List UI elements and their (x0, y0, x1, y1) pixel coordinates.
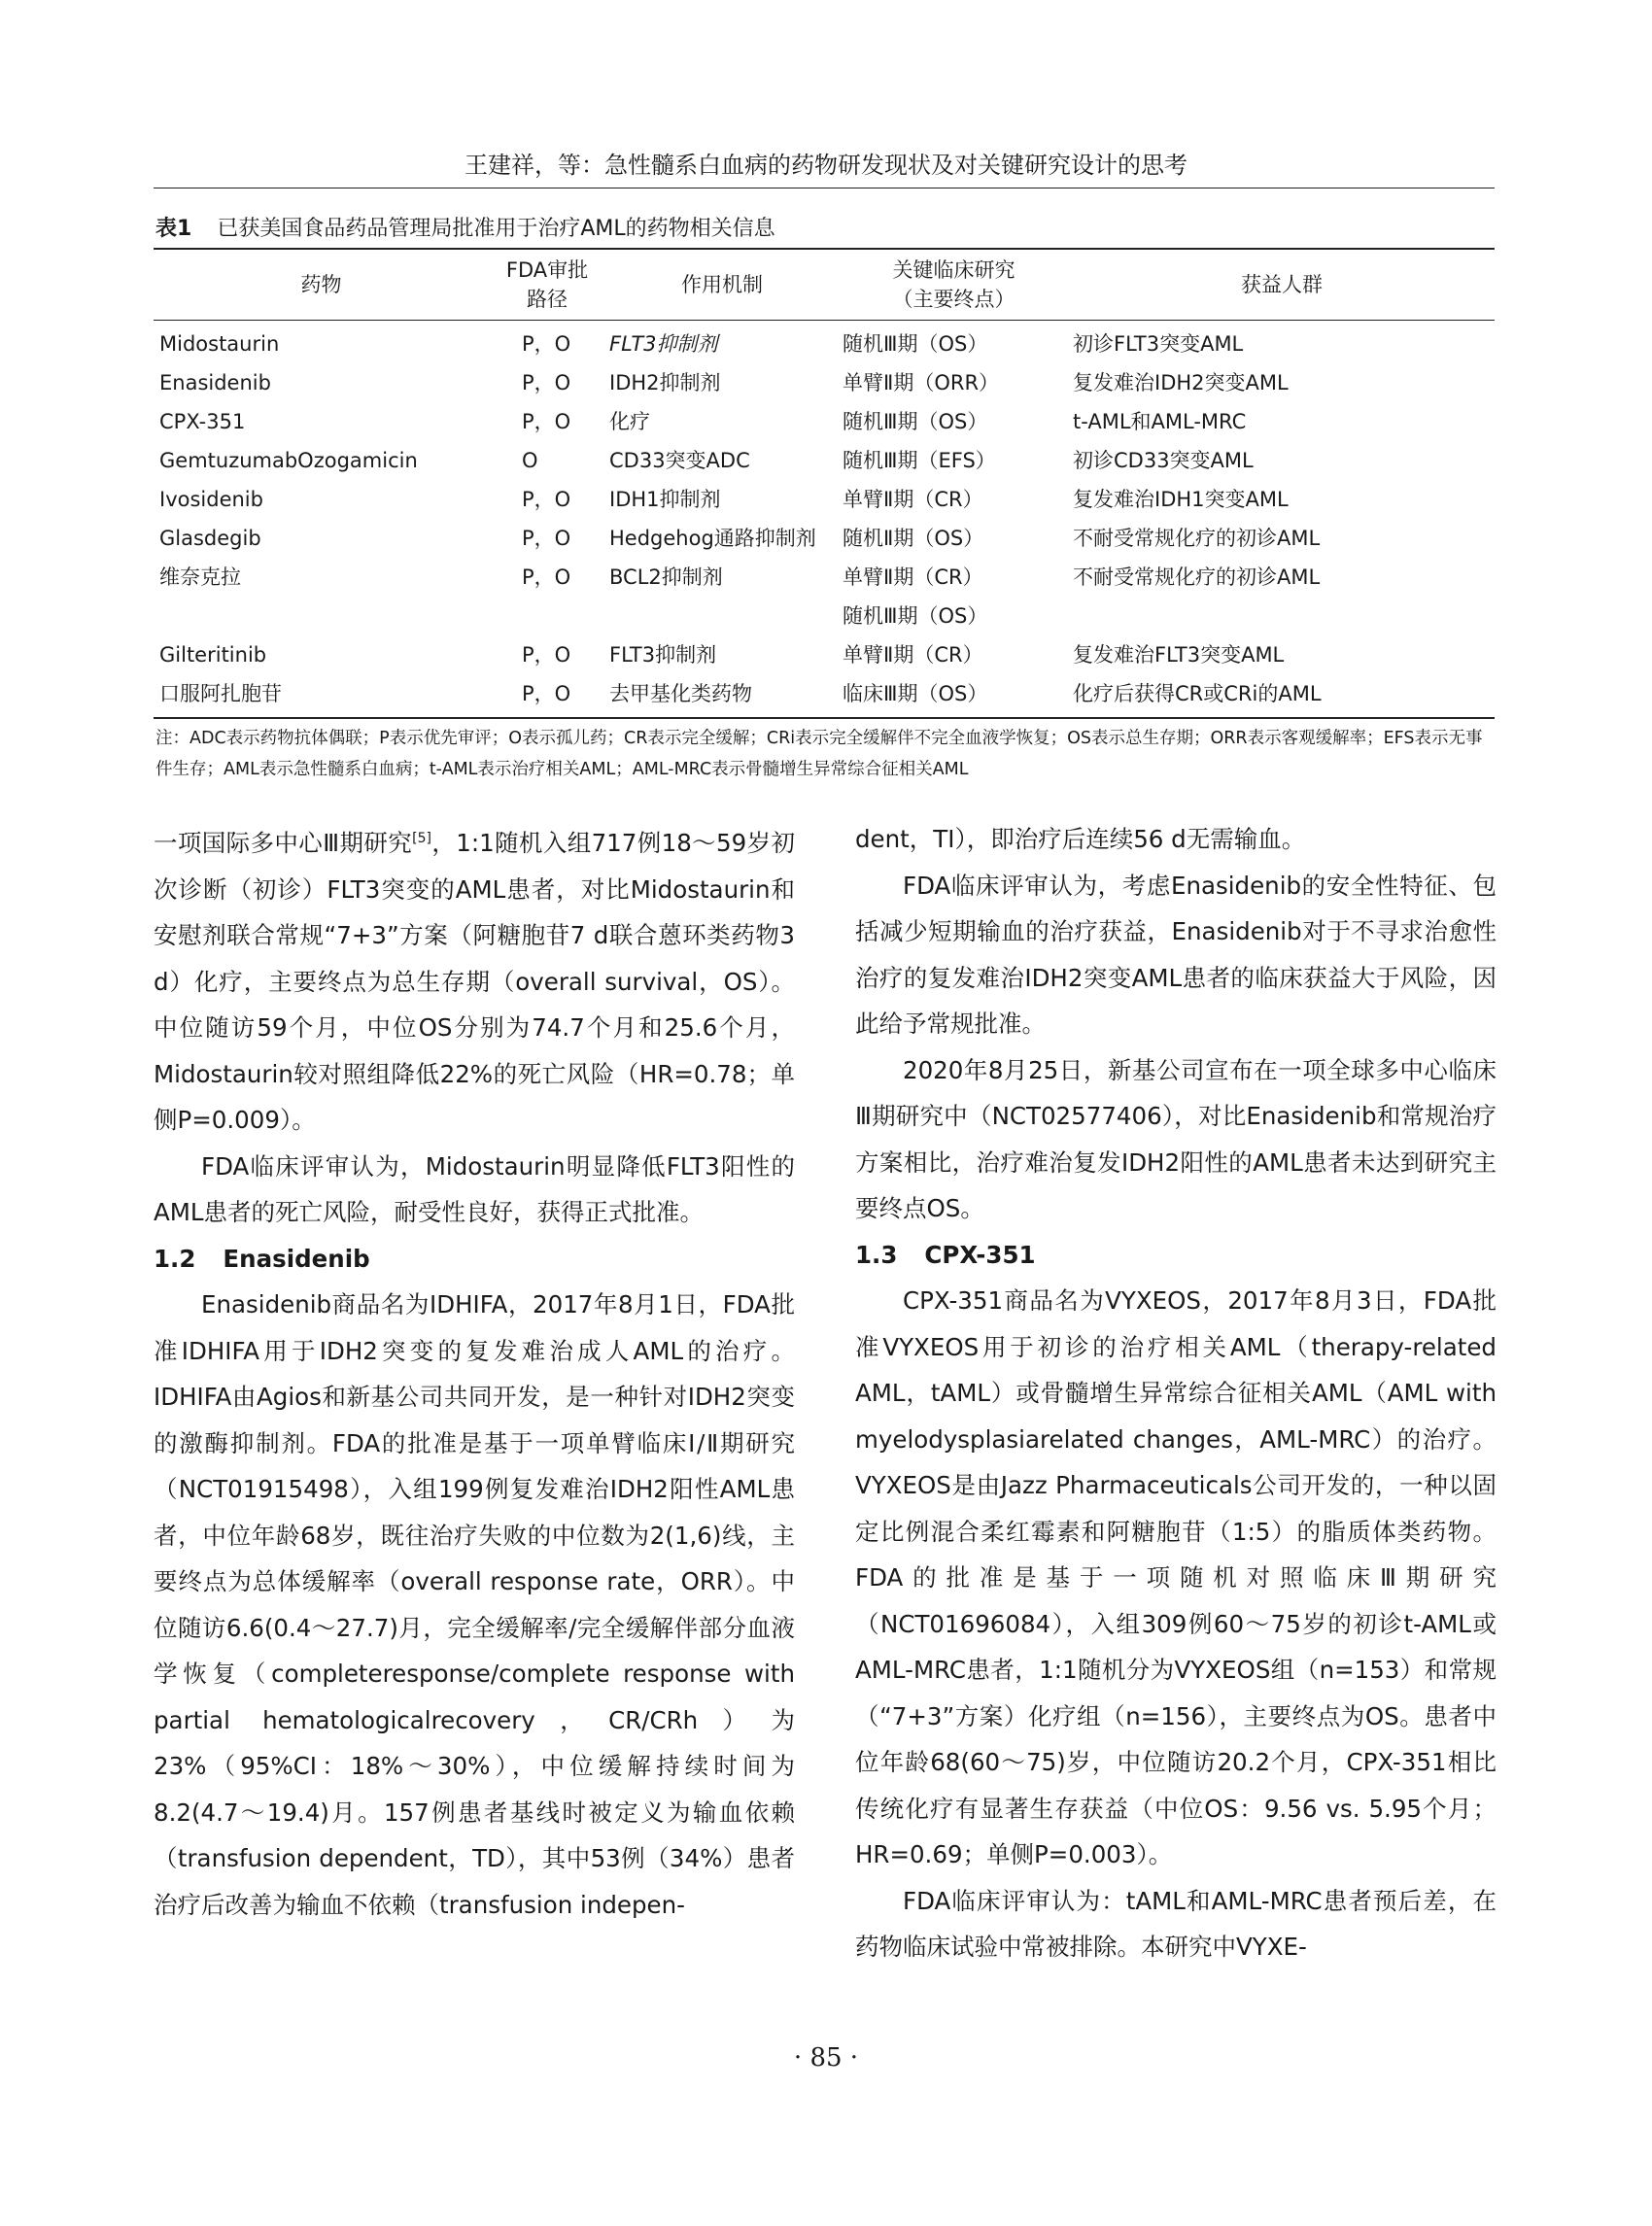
cell-benefit: 复发难治IDH2突变AML (1073, 371, 1289, 394)
cell-benefit: 化疗后获得CR或CRi的AML (1069, 674, 1495, 718)
running-header: 王建祥，等：急性髓系白血病的药物研发现状及对关键研究设计的思考 (465, 152, 1187, 179)
cell-benefit: 复发难治FLT3突变AML (1073, 643, 1285, 667)
cell-path: P，O (522, 565, 571, 589)
paragraph: FDA临床评审认为：tAML和AML-MRC患者预后差，在药物临床试验中常被排除。本研究中VYXE- (855, 1886, 1497, 1961)
cell-mechanism: 化疗 (609, 410, 650, 433)
cell-path: P，O (489, 674, 605, 718)
table-row (154, 363, 1495, 402)
cell-study: 随机Ⅲ期（EFS） (843, 449, 996, 472)
section-heading: 1.2 Enasidenib (154, 1244, 370, 1273)
cell-study: 随机Ⅲ期（OS） (843, 410, 988, 433)
cell-path: O (522, 449, 538, 472)
col-header-benefit: 获益人群 (1069, 249, 1495, 321)
cell-mechanism: Hedgehog通路抑制剂 (609, 527, 816, 550)
cell-mechanism: FLT3抑制剂 (609, 643, 717, 667)
cell-benefit: 复发难治IDH1突变AML (1073, 488, 1289, 511)
cell-drug: Ivosidenib (159, 488, 263, 511)
cell-drug: Gilteritinib (159, 643, 267, 667)
cell-path: P，O (522, 488, 571, 511)
table-row (154, 519, 1495, 558)
cell-drug: 口服阿扎胞苷 (154, 674, 489, 718)
col-header-mechanism: 作用机制 (605, 249, 839, 321)
cell-study-line: 单臂Ⅱ期（CR） (843, 565, 983, 589)
cell-mechanism: IDH2抑制剂 (609, 371, 721, 394)
cell-drug: GemtuzumabOzogamicin (159, 449, 418, 472)
cell-drug: 维奈克拉 (159, 565, 241, 589)
table-header-row (154, 249, 1495, 321)
paragraph: dent，TI），即治疗后连续56 d无需输血。 (855, 825, 1306, 853)
cell-benefit: t-AML和AML-MRC (1073, 410, 1247, 433)
paragraph: FDA临床评审认为，Midostaurin明显降低FLT3阳性的AML患者的死亡风险，耐受性良好，获得正式批准。 (154, 1151, 795, 1227)
cell-mechanism: 去甲基化类药物 (605, 674, 839, 718)
cell-path: P，O (522, 332, 571, 356)
col-header-path: FDA审批路径 (489, 249, 605, 321)
table-row (154, 402, 1495, 441)
cell-drug: CPX-351 (159, 410, 246, 433)
cell-path: P，O (522, 410, 571, 433)
cell-mechanism: CD33突变ADC (609, 449, 750, 472)
paragraph: 一项国际多中心Ⅲ期研究[5]，1:1随机入组717例18～59岁初次诊断（初诊）FLT3突变的AML患者，对比Midostaurin和安慰剂联合常规“7+3”方案（阿糖胞苷7 d联合蒽环类药物3 d）化疗，主要终点为总生存期（overall survival，OS）。中位随访59个月，中位OS分别为74.7个月和25.6个月，Midostaurin较对照组降低22%的死亡风险（HR=0.78；单侧P=0.009）。 (154, 829, 796, 1135)
cell-study: 临床Ⅲ期（OS） (839, 674, 1069, 718)
cell-mechanism: BCL2抑制剂 (609, 565, 723, 589)
left-column (154, 816, 795, 1928)
table-row (154, 674, 1495, 718)
table-note: 注：ADC表示药物抗体偶联；P表示优先审评；O表示孤儿药；CR表示完全缓解；CRi表示完全缓解伴不完全血液学恢复；OS表示总生存期；ORR表示客观缓解率；EFS表示无事件生存；AML表示急性髓系白血病；t-AML表示治疗相关AML；AML-MRC表示骨髓增生异常综合征相关AML (155, 729, 1483, 779)
cell-mechanism: FLT3抑制剂 (609, 332, 718, 356)
drug-table (154, 248, 1495, 719)
col-header-drug: 药物 (154, 249, 489, 321)
table-label: 表1 (155, 217, 192, 241)
cell-study-line: 随机Ⅲ期（OS） (843, 604, 988, 628)
cell-path: P，O (522, 371, 571, 394)
right-column (855, 816, 1497, 1970)
cell-study: 随机Ⅱ期（OS） (843, 527, 984, 550)
cell-benefit: 初诊FLT3突变AML (1073, 332, 1244, 356)
cell-study: 随机Ⅲ期（OS） (843, 332, 988, 356)
cell-mechanism: IDH1抑制剂 (609, 488, 721, 511)
page-number: · 85 · (793, 2043, 859, 2072)
cell-study: 单臂Ⅱ期（CR） (843, 488, 983, 511)
table-row (154, 321, 1495, 364)
table-title: 已获美国食品药品管理局批准用于治疗AML的药物相关信息 (217, 217, 775, 241)
cell-benefit: 不耐受常规化疗的初诊AML (1073, 527, 1321, 550)
table-caption (155, 212, 775, 242)
cell-benefit: 不耐受常规化疗的初诊AML (1073, 565, 1321, 589)
cell-drug: Midostaurin (159, 332, 280, 356)
citation: [5] (412, 831, 431, 846)
table-row (154, 558, 1495, 635)
cell-study (839, 558, 1069, 635)
table-row (154, 441, 1495, 480)
table-row (154, 480, 1495, 519)
section-heading: 1.3 CPX-351 (855, 1240, 1036, 1269)
paragraph: 2020年8月25日，新基公司宣布在一项全球多中心临床Ⅲ期研究中（NCT02577406），对比Enasidenib和常规治疗方案相比，治疗难治复发IDH2阳性的AML患者未达到研究主要终点OS。 (855, 1055, 1497, 1222)
paragraph: FDA临床评审认为，考虑Enasidenib的安全性特征、包括减少短期输血的治疗获益，Enasidenib对于不寻求治愈性治疗的复发难治IDH2突变AML患者的临床获益大于风险，因此给予常规批准。 (855, 871, 1497, 1038)
cell-path: P，O (522, 643, 571, 667)
paragraph: Enasidenib商品名为IDHIFA，2017年8月1日，FDA批准IDHIFA用于IDH2突变的复发难治成人AML的治疗。IDHIFA由Agios和新基公司共同开发，是一种针对IDH2突变的激酶抑制剂。FDA的批准是基于一项单臂临床Ⅰ/Ⅱ期研究（NCT01915498），入组199例复发难治IDH2阳性AML患者，中位年龄68岁，既往治疗失败的中位数为2(1,6)线，主要终点为总体缓解率（overall response rate，ORR）。中位随访6.6(0.4～27.7)月，完全缓解率/完全缓解伴部分血液学恢复（completeresponse/complete response with partial hematologicalrecovery，CR/CRh）为23%（95%CI：18%～30%），中位缓解持续时间为8.2(4.7～19.4)月。157例患者基线时被定义为输血依赖（transfusion dependent，TD），其中53例（34%）患者治疗后改善为输血不依赖（transfusion indepen- (154, 1290, 795, 1919)
cell-drug: Glasdegib (159, 527, 261, 550)
cell-study: 单臂Ⅱ期（CR） (843, 643, 983, 667)
cell-path: P，O (522, 527, 571, 550)
paragraph: CPX-351商品名为VYXEOS，2017年8月3日，FDA批准VYXEOS用于初诊的治疗相关AML（therapy-related AML，tAML）或骨髓增生异常综合征相关AML（AML with myelodysplasiarelated changes，AML-MRC）的治疗。VYXEOS是由Jazz Pharmaceuticals公司开发的，一种以固定比例混合柔红霉素和阿糖胞苷（1:5）的脂质体类药物。FDA的批准是基于一项随机对照临床Ⅲ期研究（NCT01696084），入组309例60～75岁的初诊t-AML或AML-MRC患者，1:1随机分为VYXEOS组（n=153）和常规（“7+3”方案）化疗组（n=156），主要终点为OS。患者中位年龄68(60～75)岁，中位随访20.2个月，CPX-351相比传统化疗有显著生存获益（中位OS：9.56 vs. 5.95个月；HR=0.69；单侧P=0.003）。 (855, 1286, 1497, 1868)
col-header-study: 关键临床研究（主要终点） (839, 249, 1069, 321)
table-row (154, 635, 1495, 674)
cell-study: 单臂Ⅱ期（ORR） (843, 371, 1000, 394)
cell-drug: Enasidenib (159, 371, 271, 394)
cell-benefit: 初诊CD33突变AML (1073, 449, 1254, 472)
